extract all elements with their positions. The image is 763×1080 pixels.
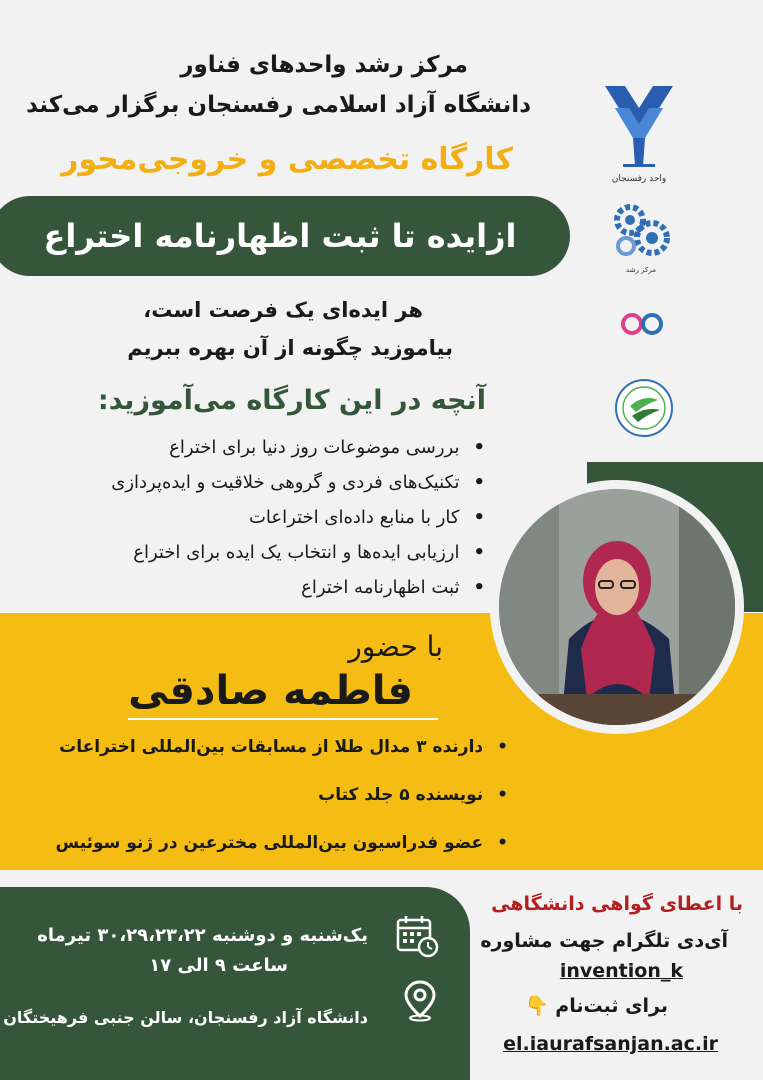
person-portrait-icon [499,489,735,725]
partner-logo-infinity [617,310,667,348]
partner-logo-green [614,378,674,440]
list-item: • ثبت اظهارنامه اختراع [5,570,485,605]
telegram-id-link[interactable]: invention_k [559,960,683,982]
university-emblem-icon [603,78,675,173]
university-logo [603,78,675,190]
list-item: • دارنده ۳ مدال طلا از مسابقات بین‌المللی اختراعات [38,728,508,766]
register-label [525,994,668,1017]
presenter-photo [499,489,735,725]
workshop-subtitle: کارگاه تخصصی و خروجی‌محور [61,142,513,177]
register-label-text: برای ثبت‌نام [555,995,668,1017]
topic-list [5,430,485,605]
presenter-intro-label: با حضور [348,630,443,663]
gears-icon [610,200,672,262]
event-location: دانشگاه آزاد رفسنجان، سالن جنبی فرهیختگان [3,1008,368,1027]
infinity-icon [617,310,667,340]
event-time: ساعت ۹ الی ۱۷ [149,955,288,976]
list-item: • تکنیک‌های فردی و گروهی خلاقیت و ایده‌پردازی [5,465,485,500]
certificate-note: با اعطای گواهی دانشگاهی [491,893,743,915]
presenter-bio-list [38,728,508,862]
incubator-logo-caption: مرکز رشد [626,266,656,274]
title-banner [0,196,570,276]
list-item: • ارزیابی ایده‌ها و انتخاب یک ایده برای اختراع [5,535,485,570]
pointing-down-emoji: 👇 [525,995,549,1017]
tagline-line1: هر ایده‌ای یک فرصت است، [143,298,423,322]
name-underline-divider [128,718,438,720]
incubator-logo [610,200,672,288]
calendar-icon [395,914,439,958]
leaf-emblem-icon [614,378,674,438]
tagline-line2: بیاموزید چگونه از آن بهره ببریم [127,336,453,360]
registration-url-link[interactable]: el.iaurafsanjan.ac.ir [503,1033,718,1055]
telegram-consult-label: آی‌دی تلگرام جهت مشاوره [480,930,728,952]
list-item: • عضو فدراسیون بین‌المللی مخترعین در ژنو سوئیس [38,824,508,862]
organizer-line: مرکز رشد واحدهای فناور [180,52,468,78]
list-item: • کار با منابع داده‌ای اختراعات [5,500,485,535]
list-item: • نویسنده ۵ جلد کتاب [38,776,508,814]
workshop-title: ازایده تا ثبت اظهارنامه اختراع [43,217,517,255]
presenter-photo-frame [490,480,744,734]
host-university-line: دانشگاه آزاد اسلامی رفسنجان برگزار می‌کند [26,92,531,118]
presenter-name: فاطمه صادقی [128,668,413,714]
list-item: • بررسی موضوعات روز دنیا برای اختراع [5,430,485,465]
location-pin-icon [398,978,442,1022]
event-date: یک‌شنبه و دوشنبه ۳۰،۲۹،۲۳،۲۲ تیرماه [37,925,368,946]
university-logo-caption: واحد رفسنجان [611,174,667,184]
learn-heading: آنچه در این کارگاه می‌آموزید: [97,385,486,416]
